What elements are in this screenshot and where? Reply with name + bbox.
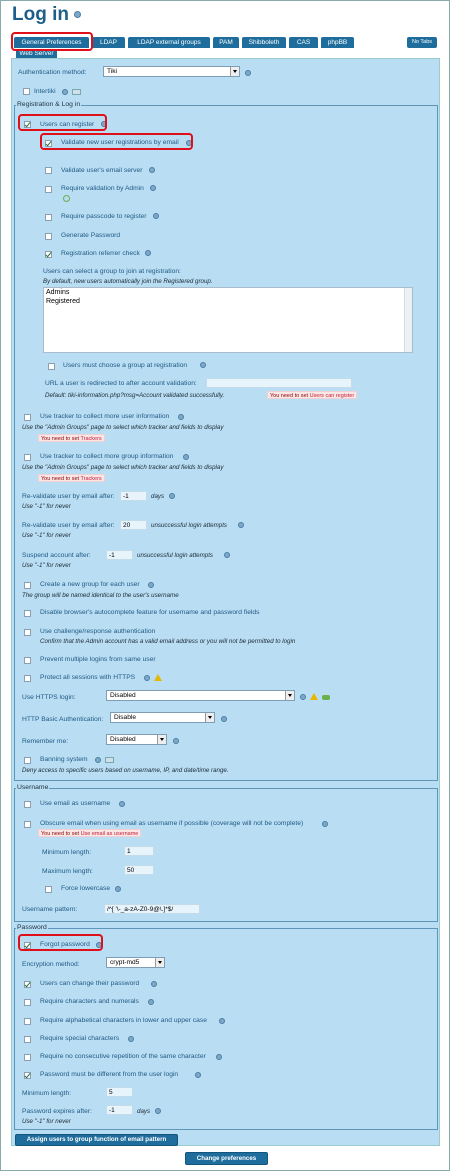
help-icon[interactable]: [150, 185, 156, 191]
disable-autocomplete-label: Disable browser's autocomplete feature for username and password fields: [40, 609, 260, 616]
group-select-note: By default, new users automatically join the Registered group.: [43, 278, 213, 285]
help-icon[interactable]: [195, 1072, 201, 1078]
http-basic-select[interactable]: [110, 712, 215, 723]
page-title-text: Log in: [12, 4, 69, 25]
encryption-select[interactable]: [106, 957, 165, 968]
diff-from-login-checkbox[interactable]: [24, 1072, 31, 1079]
require-passcode-label: Require passcode to register: [61, 213, 147, 220]
password-expires-label: Password expires after:: [22, 1108, 92, 1115]
help-icon[interactable]: [216, 1054, 222, 1060]
must-choose-group-label: Users must choose a group at registration: [63, 362, 188, 369]
help-icon[interactable]: [173, 738, 179, 744]
chevron-down-icon: [285, 691, 294, 700]
force-lowercase-label: Force lowercase: [61, 885, 111, 892]
help-icon[interactable]: [62, 89, 68, 95]
help-icon[interactable]: [221, 716, 227, 722]
http-basic-value: Disable: [114, 714, 136, 721]
tab-web-server[interactable]: Web Server: [16, 49, 57, 58]
tab-phpbb[interactable]: phpBB: [321, 37, 354, 48]
warning-text: You need to set: [41, 831, 80, 837]
warning-link[interactable]: Users can register: [309, 393, 355, 399]
scrollbar[interactable]: [404, 288, 412, 352]
username-pattern-input[interactable]: /^[ '\-_a-zA-Z0-9@\.]*$/: [104, 904, 200, 914]
generate-password-label: Generate Password: [61, 232, 121, 239]
warning-link[interactable]: Trackers: [80, 436, 102, 442]
remember-me-select[interactable]: [106, 734, 167, 745]
revalidate-attempts-input[interactable]: 20: [120, 520, 147, 530]
validate-email-server-label: Validate user's email server: [61, 167, 143, 174]
banning-label: Banning system: [40, 756, 88, 763]
redirect-url-input[interactable]: [206, 378, 352, 388]
must-choose-group-checkbox[interactable]: [48, 363, 55, 370]
warning-icon: [154, 674, 162, 681]
validate-email-server-checkbox[interactable]: [45, 167, 52, 174]
warning-link[interactable]: Trackers: [80, 476, 102, 482]
no-tabs-button[interactable]: No Tabs: [407, 37, 437, 48]
obscure-email-label: Obscure email when using email as username if possible (coverage will not be complete): [40, 820, 304, 827]
challenge-checkbox[interactable]: [24, 629, 31, 636]
redirect-default-note: Default: tiki-information.php?msg=Account validated successfully.: [45, 392, 225, 399]
help-icon[interactable]: [178, 414, 184, 420]
help-icon[interactable]: [144, 675, 150, 681]
help-icon[interactable]: [155, 1108, 161, 1114]
help-icon[interactable]: [151, 981, 157, 987]
tab-general-preferences[interactable]: General Preferences: [14, 37, 89, 48]
list-item[interactable]: Admins: [46, 289, 70, 296]
warning-link[interactable]: Use email as username: [80, 831, 139, 837]
tracker-user-note: Use the "Admin Groups" page to select which tracker and fields to display: [22, 424, 224, 431]
redirect-url-label: URL a user is redirected to after account validation:: [45, 380, 197, 387]
generate-password-checkbox[interactable]: [45, 233, 52, 240]
highlight-users-can-register: [18, 114, 107, 131]
encryption-label: Encryption method:: [22, 961, 80, 968]
password-legend: Password: [17, 924, 47, 931]
assign-users-button[interactable]: Assign users to group function of email pattern: [15, 1134, 178, 1146]
help-icon[interactable]: [149, 167, 155, 173]
auth-method-select[interactable]: [103, 66, 240, 77]
attempts-unit: unsuccessful login attempts: [151, 522, 228, 529]
diff-from-login-label: Password must be different from the user login: [40, 1071, 179, 1078]
req-chars-numerals-checkbox[interactable]: [24, 999, 31, 1006]
chevron-down-icon: [155, 958, 164, 967]
tab-ldap-external-groups[interactable]: LDAP external groups: [128, 37, 210, 48]
intertiki-label: Intertiki: [34, 88, 56, 95]
chevron-down-icon: [205, 713, 214, 722]
warning-icon: [310, 693, 318, 700]
disable-autocomplete-checkbox[interactable]: [24, 610, 31, 617]
help-icon[interactable]: [183, 454, 189, 460]
warning-badge: [267, 391, 357, 399]
https-login-select[interactable]: [106, 690, 295, 701]
username-min-input[interactable]: 1: [124, 846, 154, 856]
protect-https-label: Protect all sessions with HTTPS: [40, 674, 136, 681]
warning-text: You need to set: [41, 476, 80, 482]
email-as-username-checkbox[interactable]: [24, 801, 31, 808]
req-alpha-case-checkbox[interactable]: [24, 1018, 31, 1025]
encryption-value: crypt-md5: [110, 959, 140, 966]
help-icon[interactable]: [74, 11, 81, 18]
req-no-repeat-label: Require no consecutive repetition of the same character: [40, 1053, 206, 1060]
require-admin-validation-checkbox[interactable]: [45, 186, 52, 193]
never-hint: Use "-1" for never: [22, 1118, 71, 1125]
create-group-checkbox[interactable]: [24, 582, 31, 589]
help-icon[interactable]: [224, 552, 230, 558]
forgot-password-label: Forgot password: [40, 941, 90, 948]
warning-text: You need to set: [41, 436, 80, 442]
days-unit: days: [137, 1108, 151, 1115]
suspend-label: Suspend account after:: [22, 552, 91, 559]
revalidate-days-input[interactable]: -1: [120, 491, 147, 501]
tab-pam[interactable]: PAM: [213, 37, 239, 48]
require-passcode-checkbox[interactable]: [45, 214, 52, 221]
req-special-checkbox[interactable]: [24, 1036, 31, 1043]
chevron-down-icon: [157, 735, 166, 744]
help-icon[interactable]: [128, 1036, 134, 1042]
days-unit: days: [151, 493, 165, 500]
help-icon[interactable]: [145, 250, 151, 256]
tracker-group-note: Use the "Admin Groups" page to select which tracker and fields to display: [22, 464, 224, 471]
tracker-user-label: Use tracker to collect more user information: [40, 413, 170, 420]
help-icon[interactable]: [169, 493, 175, 499]
intertiki-checkbox[interactable]: [23, 88, 30, 95]
https-login-value: Disabled: [110, 692, 136, 699]
warning-badge: [38, 474, 105, 482]
username-pattern-label: Username pattern:: [22, 906, 78, 913]
highlight-forgot-password: [18, 934, 103, 951]
change-preferences-button[interactable]: Change preferences: [185, 1152, 268, 1165]
tracker-user-checkbox[interactable]: [24, 414, 31, 421]
group-list[interactable]: [43, 287, 413, 353]
username-max-input[interactable]: 50: [124, 865, 154, 875]
password-expires-input[interactable]: -1: [106, 1105, 133, 1115]
suspend-input[interactable]: -1: [106, 550, 133, 560]
protect-https-checkbox[interactable]: [24, 675, 31, 682]
email-as-username-label: Use email as username: [40, 800, 111, 807]
password-min-input[interactable]: 5: [106, 1087, 133, 1097]
req-special-label: Require special characters: [40, 1035, 120, 1042]
referrer-check-label: Registration referrer check: [61, 250, 140, 257]
force-lowercase-checkbox[interactable]: [45, 886, 52, 893]
tracker-group-checkbox[interactable]: [24, 454, 31, 461]
flag-icon: [322, 695, 330, 700]
prevent-multiple-logins-checkbox[interactable]: [24, 657, 31, 664]
settings-icon[interactable]: [72, 89, 81, 95]
remember-me-label: Remember me:: [22, 738, 69, 745]
validate-email-label: Validate new user registrations by email: [61, 139, 179, 146]
help-icon[interactable]: [148, 999, 154, 1005]
http-basic-label: HTTP Basic Authentication:: [22, 716, 104, 723]
help-icon[interactable]: [322, 821, 328, 827]
challenge-note: Confirm that the Admin account has a valid email address or you will not be permitted to login: [40, 638, 296, 645]
req-alpha-case-label: Require alphabetical characters in lower and upper case: [40, 1017, 207, 1024]
help-icon[interactable]: [245, 70, 251, 76]
banning-note: Deny access to specific users based on username, IP, and date/time range.: [22, 767, 229, 774]
list-item[interactable]: Registered: [46, 298, 80, 305]
green-circle-icon: [63, 195, 70, 202]
req-chars-numerals-label: Require characters and numerals: [40, 998, 139, 1005]
highlight-general-preferences: [11, 32, 93, 51]
referrer-check-checkbox[interactable]: [45, 251, 52, 258]
help-icon[interactable]: [219, 1018, 225, 1024]
chevron-down-icon: [230, 67, 239, 76]
auth-method-label: Authentication method:: [18, 69, 87, 76]
users-change-password-label: Users can change their password: [40, 980, 140, 987]
highlight-validate-email: [40, 133, 193, 150]
banning-checkbox[interactable]: [24, 757, 31, 764]
never-hint: Use "-1" for never: [22, 532, 71, 539]
tracker-group-label: Use tracker to collect more group information: [40, 453, 174, 460]
remember-me-value: Disabled: [110, 736, 136, 743]
attempts-unit: unsuccessful login attempts: [137, 552, 214, 559]
challenge-label: Use challenge/response authentication: [40, 628, 156, 635]
tab-ldap[interactable]: LDAP: [92, 37, 125, 48]
help-icon[interactable]: [300, 694, 306, 700]
help-icon[interactable]: [115, 886, 121, 892]
obscure-email-checkbox[interactable]: [24, 821, 31, 828]
tab-cas[interactable]: CAS: [289, 37, 318, 48]
warning-badge: [38, 434, 105, 442]
auth-method-value: Tiki: [107, 68, 118, 75]
help-icon[interactable]: [119, 801, 125, 807]
username-max-label: Maximum length:: [42, 868, 93, 875]
help-icon[interactable]: [238, 522, 244, 528]
create-group-label: Create a new group for each user: [40, 581, 140, 588]
password-min-label: Minimum length:: [22, 1090, 72, 1097]
help-icon[interactable]: [95, 757, 101, 763]
https-login-label: Use HTTPS login:: [22, 694, 76, 701]
warning-text: You need to set: [270, 393, 309, 399]
group-select-label: Users can select a group to join at registration:: [43, 268, 181, 275]
help-icon[interactable]: [148, 582, 154, 588]
registration-legend: Registration & Log in: [17, 101, 81, 108]
users-can-register-label: Users can register: [40, 121, 95, 128]
settings-icon[interactable]: [105, 757, 114, 763]
never-hint: Use "-1" for never: [22, 562, 71, 569]
never-hint: Use "-1" for never: [22, 503, 71, 510]
warning-badge: [38, 829, 141, 837]
req-no-repeat-checkbox[interactable]: [24, 1054, 31, 1061]
create-group-note: The group will be named identical to the user's username: [22, 592, 179, 599]
page-title: [12, 4, 81, 26]
help-icon[interactable]: [200, 362, 206, 368]
username-legend: Username: [17, 784, 49, 791]
help-icon[interactable]: [153, 213, 159, 219]
users-change-password-checkbox[interactable]: [24, 981, 31, 988]
prevent-multiple-logins-label: Prevent multiple logins from same user: [40, 656, 156, 663]
require-admin-validation-label: Require validation by Admin: [61, 185, 144, 192]
username-min-label: Minimum length:: [42, 849, 92, 856]
revalidate-days-label: Re-validate user by email after:: [22, 493, 115, 500]
revalidate-attempts-label: Re-validate user by email after:: [22, 522, 115, 529]
tab-shibboleth[interactable]: Shibboleth: [242, 37, 286, 48]
password-fieldset: [14, 928, 438, 1130]
